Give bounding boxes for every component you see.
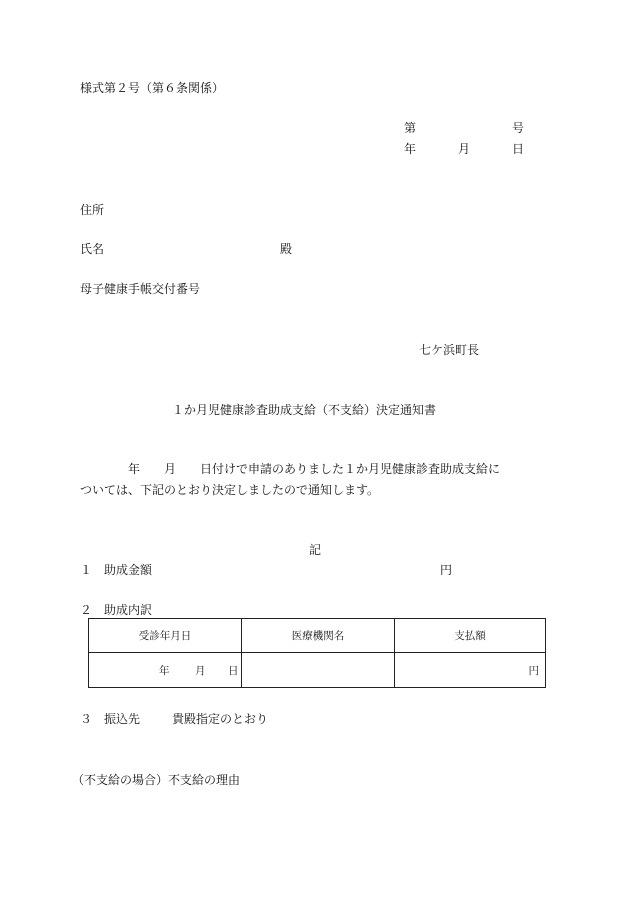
cell-month: 月 (195, 665, 206, 677)
doc-number-suffix: 号 (512, 121, 525, 135)
handbook-number-label: 母子健康手帳交付番号 (80, 282, 201, 296)
form-number: 様式第２号（第６条関係） (80, 81, 225, 95)
cell-year: 年 (159, 665, 170, 677)
nonpayment-reason-label: （不支給の場合）不支給の理由 (72, 773, 241, 787)
header-amount: 支払額 (395, 619, 546, 653)
table-row (89, 653, 546, 688)
breakdown-table (88, 618, 546, 688)
address-label: 住所 (80, 203, 105, 217)
cell-amount-unit: 円 (395, 653, 546, 688)
doc-number-prefix: 第 (404, 121, 417, 135)
doc-date-month: 月 (458, 142, 471, 156)
item2-label: 助成内訳 (104, 603, 153, 617)
header-visit-date: 受診年月日 (89, 619, 242, 653)
cell-visit-date (89, 653, 242, 688)
item1-label: 助成金額 (104, 563, 153, 577)
ki-heading: 記 (309, 543, 322, 557)
honorific: 殿 (280, 242, 293, 256)
document-title: １か月児健康診査助成支給（不支給）決定通知書 (172, 403, 437, 417)
item1-unit: 円 (440, 563, 453, 577)
table-header-row (89, 619, 546, 653)
body-paragraph (80, 459, 560, 501)
item3-value: 貴殿指定のとおり (172, 712, 269, 726)
cell-day: 日 (228, 665, 239, 677)
item2-number: ２ (80, 603, 93, 617)
item3-number: ３ (80, 712, 93, 726)
item1-number: １ (80, 563, 93, 577)
cell-hospital (242, 653, 395, 688)
body-line-2: ついては、下記のとおり決定しましたので通知します。 (80, 483, 380, 497)
doc-date-year: 年 (404, 142, 417, 156)
name-label: 氏名 (80, 242, 105, 256)
header-hospital: 医療機関名 (242, 619, 395, 653)
item3-label: 振込先 (104, 712, 141, 726)
issuer: 七ケ浜町長 (419, 343, 480, 357)
doc-date-day: 日 (512, 142, 525, 156)
body-line-1: 年 月 日付けで申請のありました１か月児健康診査助成支給に (80, 462, 501, 476)
